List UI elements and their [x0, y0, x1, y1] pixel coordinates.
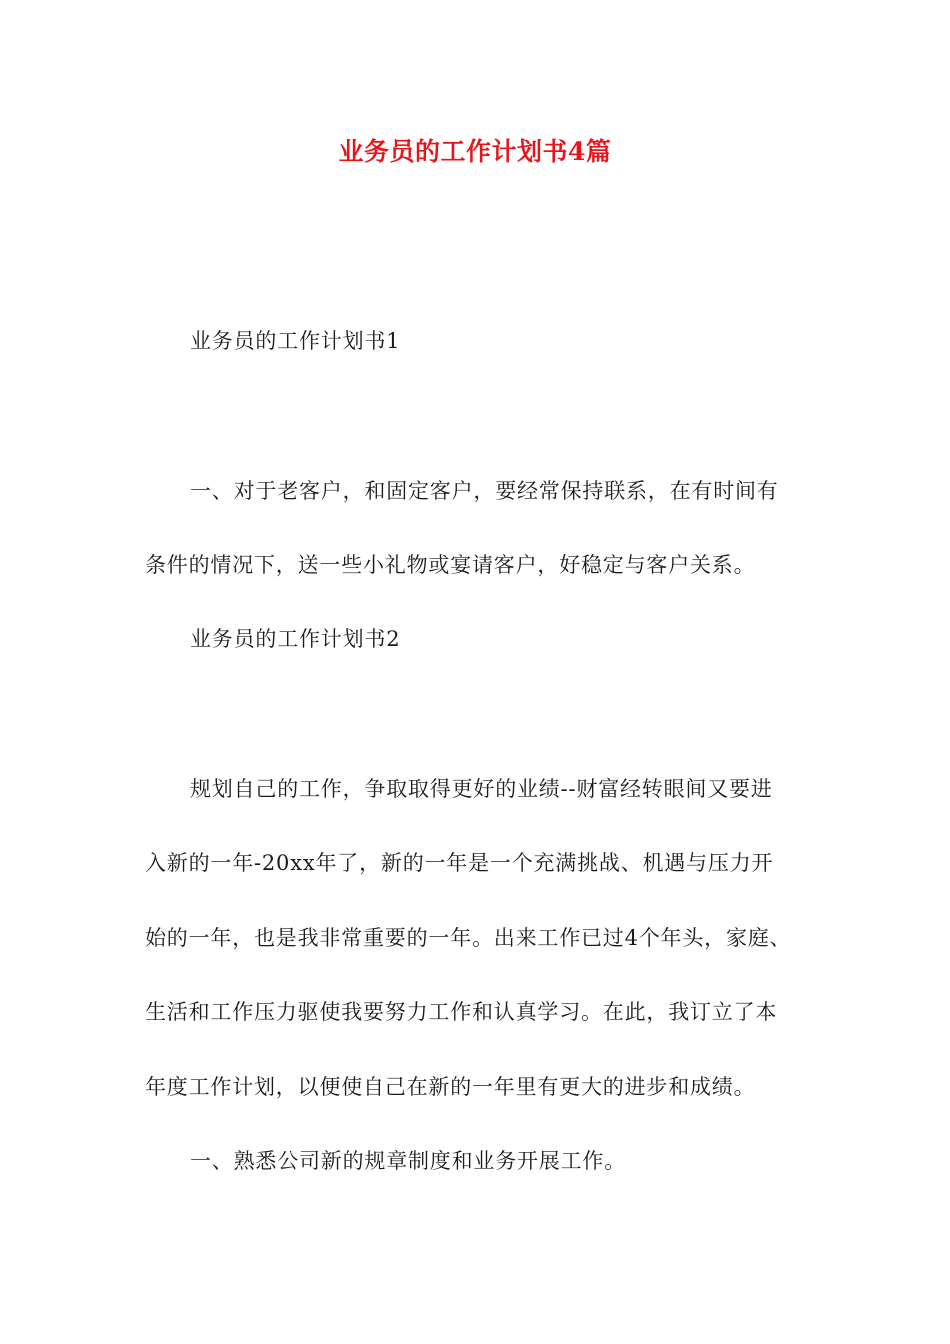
- document-title: 业务员的工作计划书4篇: [338, 137, 612, 166]
- paragraph-line: 生活和工作压力驱使我要努力工作和认真学习。在此，我订立了本: [145, 1000, 778, 1024]
- paragraph-line: 一、熟悉公司新的规章制度和业务开展工作。: [190, 1149, 626, 1173]
- paragraph-line: 始的一年，也是我非常重要的一年。出来工作已过4个年头，家庭、: [145, 926, 792, 950]
- paragraph-line: 年度工作计划，以便使自己在新的一年里有更大的进步和成绩。: [145, 1075, 756, 1099]
- paragraph-line: 条件的情况下，送一些小礼物或宴请客户，好稳定与客户关系。: [145, 553, 756, 577]
- paragraph-line: 规划自己的工作，争取取得更好的业绩--财富经转眼间又要进: [190, 777, 773, 801]
- section-heading-2: 业务员的工作计划书2: [190, 627, 401, 651]
- paragraph-line: 一、对于老客户，和固定客户，要经常保持联系，在有时间有: [190, 479, 779, 503]
- paragraph-line: 入新的一年-20xx年了，新的一年是一个充满挑战、机遇与压力开: [145, 851, 774, 875]
- section-heading-1: 业务员的工作计划书1: [190, 329, 401, 353]
